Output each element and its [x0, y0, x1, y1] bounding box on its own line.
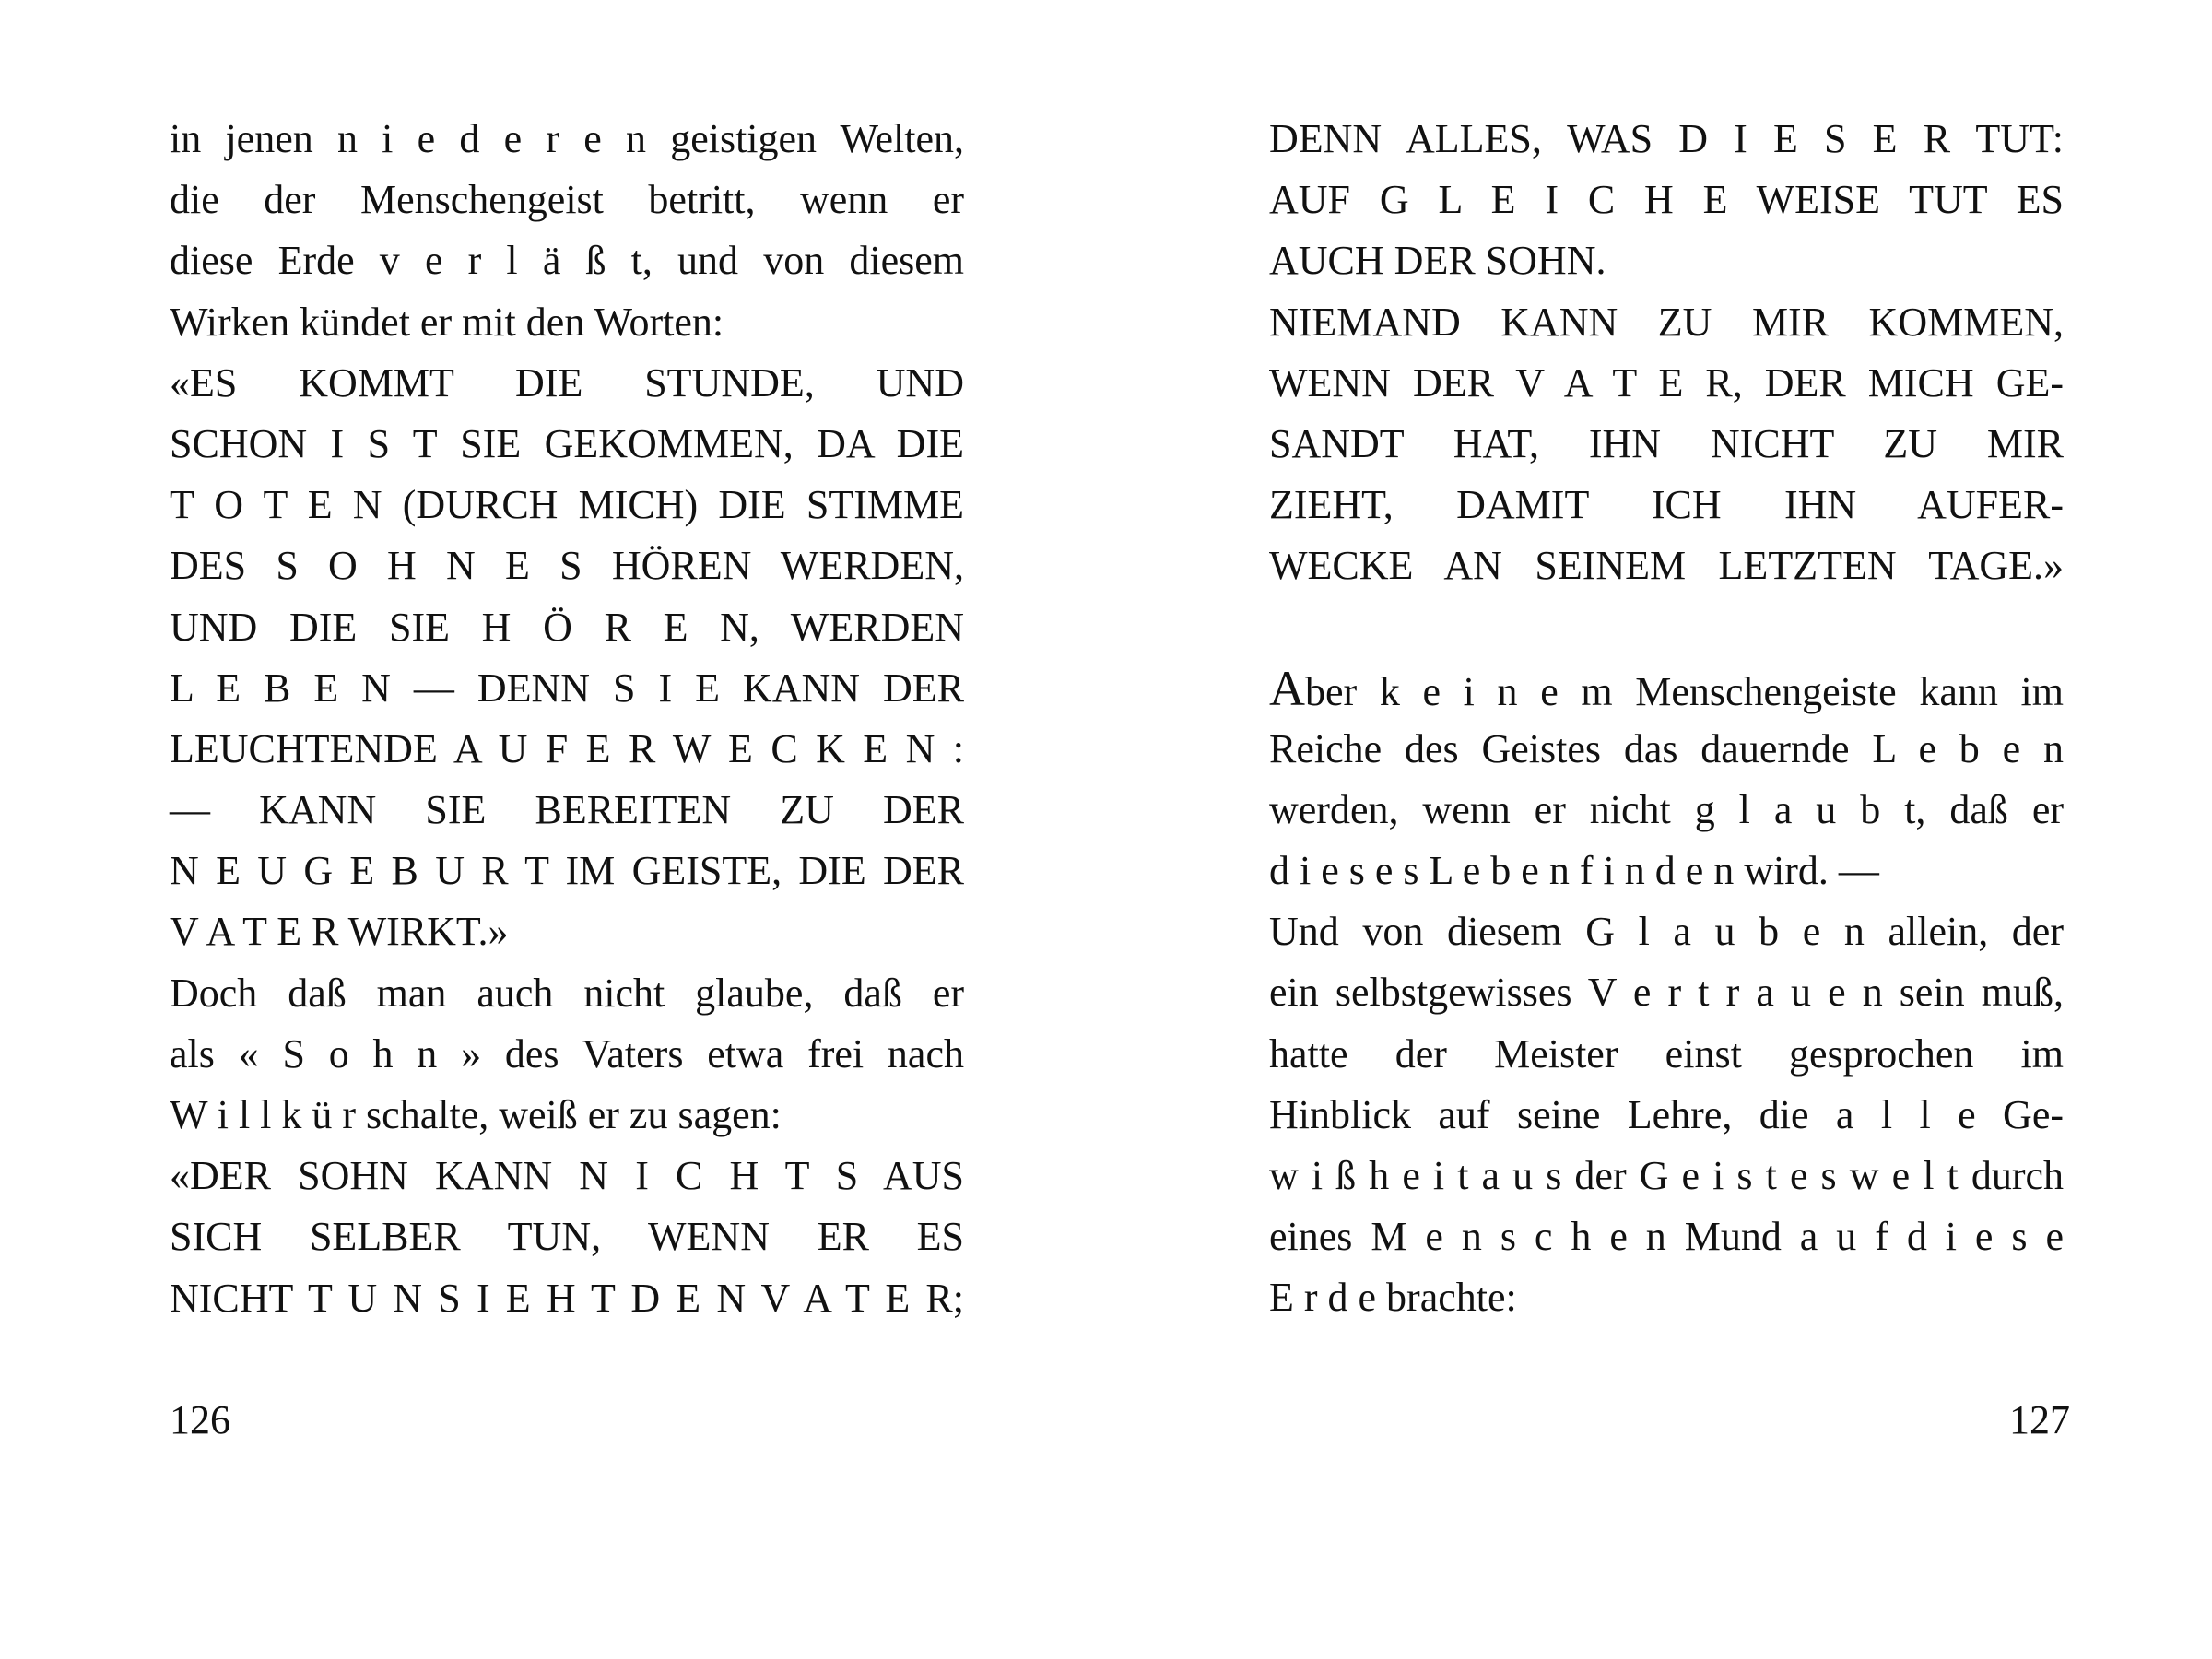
text-line: UND DIE SIE H Ö R E N, WERDEN: [170, 604, 964, 650]
text-line: DENN ALLES, WAS D I E S E R TUT:: [1269, 116, 2064, 161]
text-line: w i ß h e i t a u s der G e i s t e s w e l t durch: [1269, 1153, 2064, 1198]
page-number: 126: [170, 1397, 230, 1442]
text-line: die der Menschengeist betritt, wenn er: [170, 177, 964, 223]
text-line: «DER SOHN KANN N I C H T S AUS: [170, 1153, 964, 1199]
text-line: WENN DER V A T E R, DER MICH GE-: [1269, 359, 2064, 406]
text-line: AUF G L E I C H E WEISE TUT ES: [1269, 177, 2064, 223]
text-line: WECKE AN SEINEM LETZTEN TAGE.»: [1269, 543, 2064, 589]
text-line: Doch daß man auch nicht glaube, daß er: [170, 970, 964, 1016]
text-line: N E U G E B U R T IM GEISTE, DIE DER: [170, 848, 964, 894]
text-line: Und von diesem G l a u b e n allein, der: [1269, 909, 2064, 955]
text-line: SCHON I S T SIE GEKOMMEN, DA DIE: [170, 420, 964, 466]
text-line: SICH SELBER TUN, WENN ER ES: [170, 1214, 964, 1260]
text-line: in jenen n i e d e r e n geistigen Welten,: [170, 116, 964, 161]
text-line: E r d e brachte:: [1269, 1275, 1517, 1321]
text-line: «ES KOMMT DIE STUNDE, UND: [170, 359, 964, 406]
text-line: DES S O H N E S HÖREN WERDEN,: [170, 543, 964, 589]
text-line: Hinblick auf seine Lehre, die a l l e Ge-: [1269, 1091, 2064, 1137]
text-line: W i l l k ü r schalte, weiß er zu sagen:: [170, 1092, 782, 1137]
text-line: NIEMAND KANN ZU MIR KOMMEN,: [1269, 299, 2064, 345]
text-line: LEUCHTENDE A U F E R W E C K E N :: [170, 725, 964, 771]
text-line: V A T E R WIRKT.»: [170, 909, 509, 955]
text-line: NICHT T U N S I E H T D E N V A T E R;: [170, 1275, 964, 1321]
text-line: Wirken kündet er mit den Worten:: [170, 299, 724, 345]
text-line: L E B E N — DENN S I E KANN DER: [170, 665, 964, 711]
text-line: SANDT HAT, IHN NICHT ZU MIR: [1269, 420, 2064, 466]
right-page-text: [1269, 109, 2064, 1329]
left-page-text: [170, 109, 964, 1329]
text-line: diese Erde v e r l ä ß t, und von diesem: [170, 238, 964, 284]
text-line: — KANN SIE BEREITEN ZU DER: [170, 787, 964, 833]
page-number: 127: [2009, 1397, 2070, 1442]
text-line: hatte der Meister einst gesprochen im: [1269, 1030, 2064, 1077]
text-line: ein selbstgewisses V e r t r a u e n sein muß,: [1269, 970, 2064, 1016]
right-page: [1106, 0, 2212, 1659]
text-line: als « S o h n » des Vaters etwa frei nach: [170, 1030, 964, 1077]
text-line: T O T E N (DURCH MICH) DIE STIMME: [170, 482, 964, 528]
text-line: ZIEHT, DAMIT ICH IHN AUFER-: [1269, 482, 2064, 528]
text-line: eines M e n s c h e n Mund a u f d i e s e: [1269, 1214, 2064, 1260]
text-line: AUCH DER SOHN.: [1269, 238, 1606, 284]
paragraph-spacer: [1269, 597, 2064, 658]
text-line: Reiche des Geistes das dauernde L e b e n: [1269, 725, 2064, 771]
text-line: werden, wenn er nicht g l a u b t, daß er: [1269, 786, 2064, 832]
text-line: Aber k e i n e m Menschengeiste kann im: [1269, 660, 2064, 716]
text-line: d i e s e s L e b e n f i n d e n wird. —: [1269, 848, 1879, 894]
